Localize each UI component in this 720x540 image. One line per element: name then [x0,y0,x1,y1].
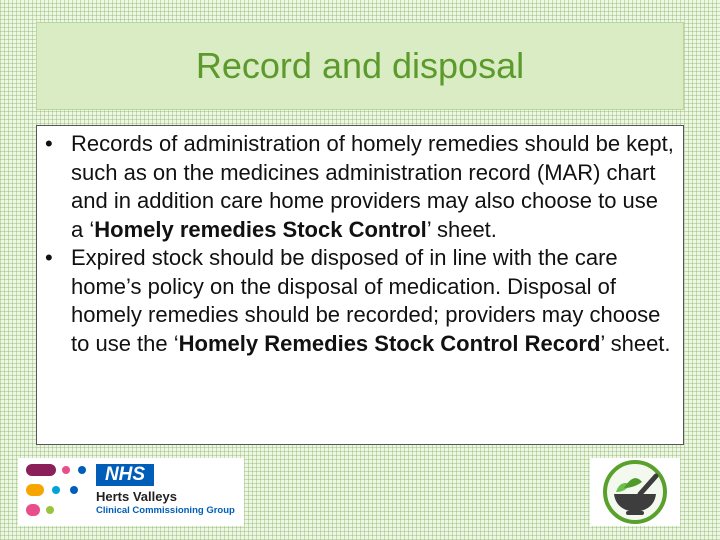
title-box [36,22,684,110]
dots-logo-icon [22,462,92,522]
bullet-item-expired-stock [45,244,675,358]
content-box [36,125,684,445]
bullet-icon: • [45,245,53,270]
bullet-text-bold: Homely remedies Stock Control [94,216,427,242]
nhs-badge: NHS [96,464,154,486]
bullet-text: Records of administration of homely remedies should be kept, such as on the medicines administration record (MAR) chart and in addition care home providers may also choose to use a ‘ [71,131,674,242]
mortar-logo [590,458,680,526]
mortar-and-pestle-icon [590,458,680,526]
bullet-item-records [45,130,675,244]
bullet-text: ’ sheet. [426,216,497,242]
bullet-list [45,130,675,358]
slide-title: Record and disposal [195,45,525,86]
bullet-text: Expired stock should be disposed of in line with the care home’s policy on the disposal of medication. Disposal of homely remedies should be recorded; providers may choose to use the ‘ [71,245,661,356]
org-name: Herts Valleys [96,489,177,504]
bullet-text-bold: Homely Remedies Stock Control Record [178,330,601,356]
bullet-icon: • [45,131,53,156]
org-subtitle: Clinical Commissioning Group [96,505,235,516]
bullet-text: ’ sheet. [600,330,671,356]
nhs-herts-valleys-logo [18,458,244,526]
